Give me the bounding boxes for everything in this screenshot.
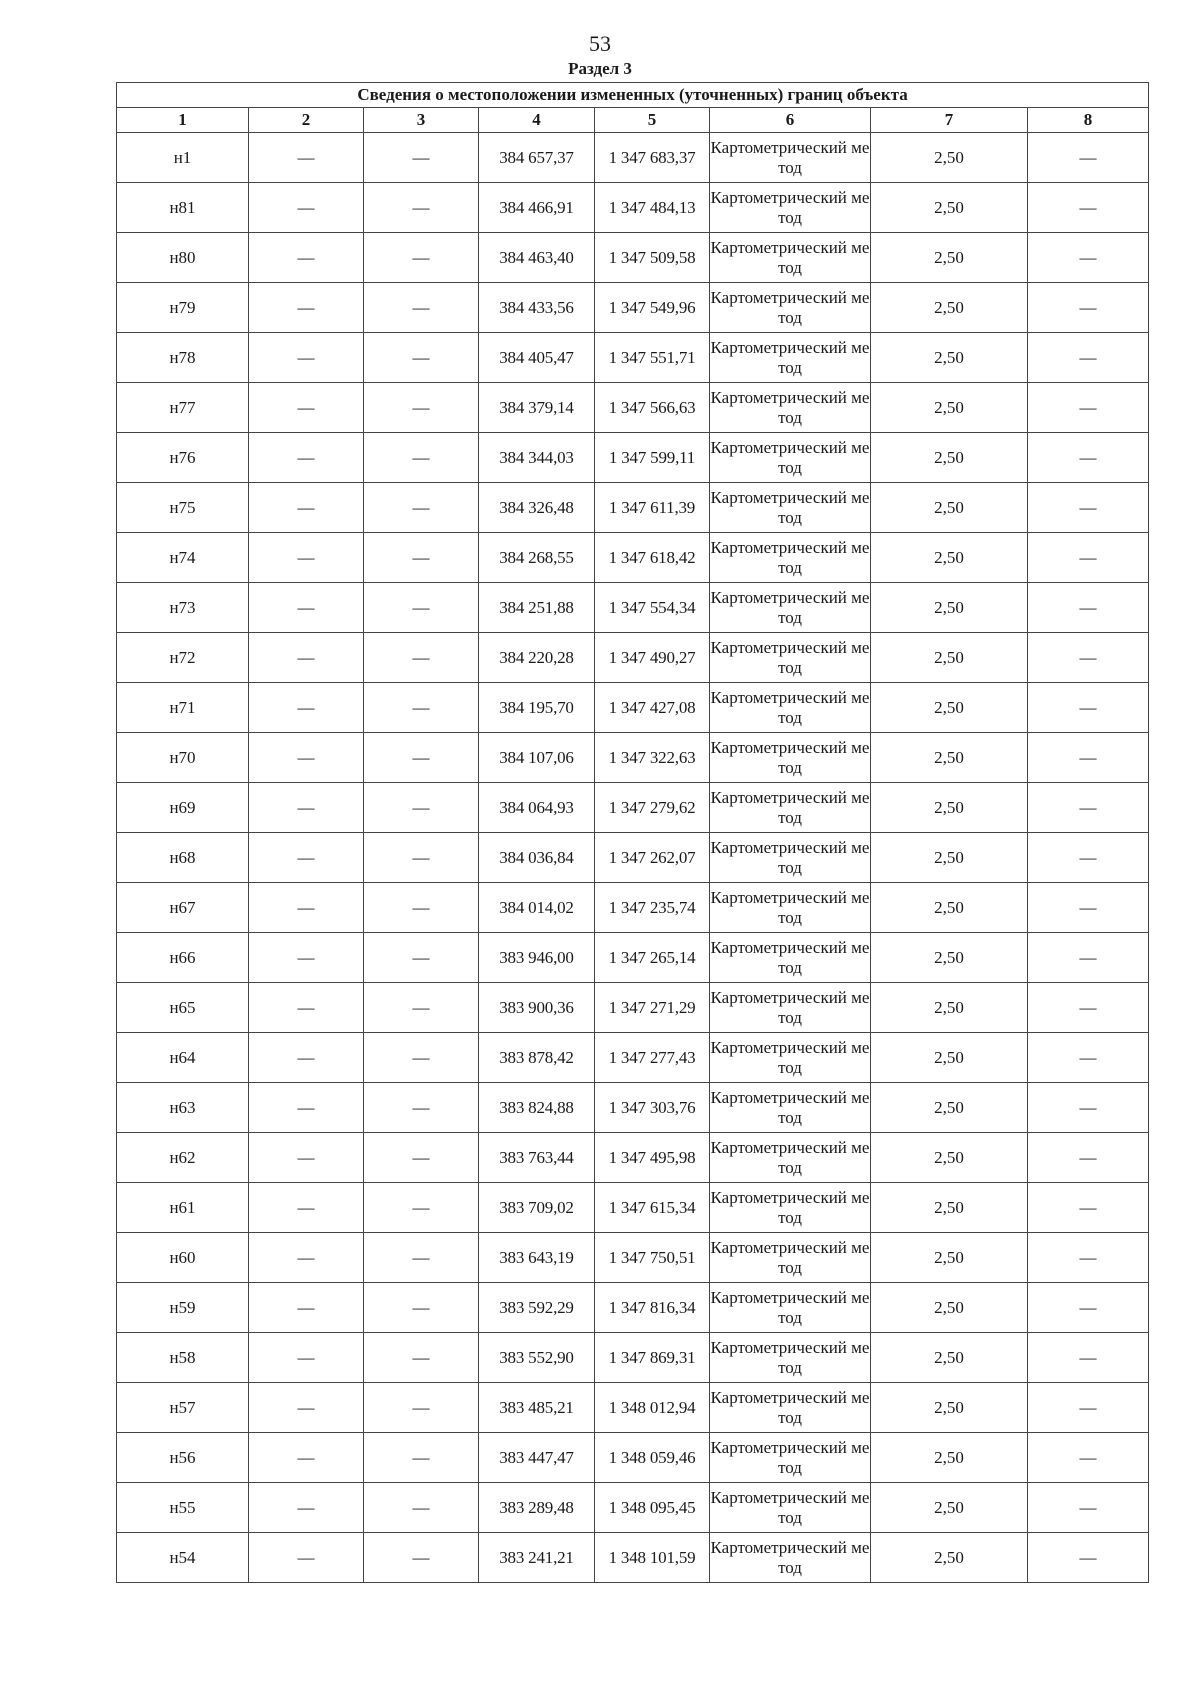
method-cell: Картометрический метод [710,133,871,183]
column-3-cell: — [364,833,479,883]
column-2-cell: — [249,1233,364,1283]
table-row [117,1083,1149,1133]
column-8-cell: — [1028,1333,1149,1383]
table-row [117,483,1149,533]
page-number: 53 [589,31,611,56]
accuracy-cell: 2,50 [871,133,1028,183]
accuracy-cell: 2,50 [871,433,1028,483]
x-coordinate-cell: 384 251,88 [479,583,595,633]
table-row [117,1183,1149,1233]
point-name-cell: н64 [117,1033,249,1083]
column-2-cell: — [249,1133,364,1183]
column-2-cell: — [249,133,364,183]
point-name-cell: н78 [117,333,249,383]
point-name-cell: н73 [117,583,249,633]
column-2-cell: — [249,483,364,533]
table-row [117,1433,1149,1483]
x-coordinate-cell: 383 709,02 [479,1183,595,1233]
x-coordinate-cell: 383 241,21 [479,1533,595,1583]
column-8-cell: — [1028,383,1149,433]
x-coordinate-cell: 383 552,90 [479,1333,595,1383]
x-coordinate-cell: 383 878,42 [479,1033,595,1083]
column-8-cell: — [1028,783,1149,833]
column-3-cell: — [364,333,479,383]
column-2-cell: — [249,1283,364,1333]
y-coordinate-cell: 1 347 869,31 [595,1333,710,1383]
column-2-cell: — [249,1483,364,1533]
y-coordinate-cell: 1 347 599,11 [595,433,710,483]
x-coordinate-cell: 384 463,40 [479,233,595,283]
accuracy-cell: 2,50 [871,933,1028,983]
x-coordinate-cell: 384 064,93 [479,783,595,833]
x-coordinate-cell: 384 466,91 [479,183,595,233]
x-coordinate-cell: 383 643,19 [479,1233,595,1283]
table-row [117,533,1149,583]
column-8-cell: — [1028,433,1149,483]
column-8-cell: — [1028,983,1149,1033]
method-cell: Картометрический метод [710,583,871,633]
section-title: Раздел 3 [568,59,632,78]
y-coordinate-cell: 1 347 549,96 [595,283,710,333]
method-cell: Картометрический метод [710,1033,871,1083]
accuracy-cell: 2,50 [871,1433,1028,1483]
method-cell: Картометрический метод [710,933,871,983]
column-3-cell: — [364,483,479,533]
column-number-row [117,108,1149,133]
coordinates-table [116,82,1149,1583]
method-cell: Картометрический метод [710,1533,871,1583]
method-cell: Картометрический метод [710,1433,871,1483]
x-coordinate-cell: 384 433,56 [479,283,595,333]
accuracy-cell: 2,50 [871,1033,1028,1083]
x-coordinate-cell: 384 014,02 [479,883,595,933]
table-row [117,183,1149,233]
method-cell: Картометрический метод [710,1383,871,1433]
point-name-cell: н61 [117,1183,249,1233]
table-row [117,783,1149,833]
column-3-cell: — [364,683,479,733]
x-coordinate-cell: 384 657,37 [479,133,595,183]
column-2-cell: — [249,1033,364,1083]
column-number-1: 1 [117,108,249,133]
column-8-cell: — [1028,1383,1149,1433]
table-row [117,1283,1149,1333]
column-2-cell: — [249,1383,364,1433]
method-cell: Картометрический метод [710,633,871,683]
point-name-cell: н1 [117,133,249,183]
y-coordinate-cell: 1 347 427,08 [595,683,710,733]
column-3-cell: — [364,1533,479,1583]
accuracy-cell: 2,50 [871,1133,1028,1183]
accuracy-cell: 2,50 [871,1333,1028,1383]
column-3-cell: — [364,233,479,283]
accuracy-cell: 2,50 [871,483,1028,533]
accuracy-cell: 2,50 [871,583,1028,633]
y-coordinate-cell: 1 347 262,07 [595,833,710,883]
point-name-cell: н55 [117,1483,249,1533]
column-2-cell: — [249,1183,364,1233]
y-coordinate-cell: 1 347 816,34 [595,1283,710,1333]
y-coordinate-cell: 1 347 322,63 [595,733,710,783]
point-name-cell: н75 [117,483,249,533]
table-row [117,1033,1149,1083]
column-number-8: 8 [1028,108,1149,133]
column-8-cell: — [1028,533,1149,583]
y-coordinate-cell: 1 347 618,42 [595,533,710,583]
point-name-cell: н72 [117,633,249,683]
column-3-cell: — [364,933,479,983]
y-coordinate-cell: 1 347 566,63 [595,383,710,433]
column-8-cell: — [1028,233,1149,283]
column-2-cell: — [249,583,364,633]
accuracy-cell: 2,50 [871,1283,1028,1333]
accuracy-cell: 2,50 [871,733,1028,783]
point-name-cell: н79 [117,283,249,333]
x-coordinate-cell: 383 946,00 [479,933,595,983]
column-2-cell: — [249,933,364,983]
accuracy-cell: 2,50 [871,1233,1028,1283]
column-8-cell: — [1028,833,1149,883]
point-name-cell: н70 [117,733,249,783]
column-8-cell: — [1028,1283,1149,1333]
method-cell: Картометрический метод [710,833,871,883]
column-3-cell: — [364,1283,479,1333]
method-cell: Картометрический метод [710,483,871,533]
x-coordinate-cell: 383 447,47 [479,1433,595,1483]
method-cell: Картометрический метод [710,1333,871,1383]
column-2-cell: — [249,733,364,783]
point-name-cell: н74 [117,533,249,583]
method-cell: Картометрический метод [710,233,871,283]
table-row [117,883,1149,933]
y-coordinate-cell: 1 347 271,29 [595,983,710,1033]
column-3-cell: — [364,1183,479,1233]
table-row [117,333,1149,383]
method-cell: Картометрический метод [710,1483,871,1533]
accuracy-cell: 2,50 [871,783,1028,833]
method-cell: Картометрический метод [710,433,871,483]
accuracy-cell: 2,50 [871,183,1028,233]
y-coordinate-cell: 1 347 235,74 [595,883,710,933]
point-name-cell: н69 [117,783,249,833]
column-2-cell: — [249,1533,364,1583]
accuracy-cell: 2,50 [871,983,1028,1033]
x-coordinate-cell: 383 900,36 [479,983,595,1033]
method-cell: Картометрический метод [710,683,871,733]
method-cell: Картометрический метод [710,1233,871,1283]
point-name-cell: н57 [117,1383,249,1433]
y-coordinate-cell: 1 347 750,51 [595,1233,710,1283]
table-caption: Сведения о местоположении измененных (уточненных) границ объекта [117,83,1149,108]
point-name-cell: н59 [117,1283,249,1333]
y-coordinate-cell: 1 347 615,34 [595,1183,710,1233]
y-coordinate-cell: 1 347 611,39 [595,483,710,533]
column-2-cell: — [249,433,364,483]
column-3-cell: — [364,133,479,183]
y-coordinate-cell: 1 348 095,45 [595,1483,710,1533]
accuracy-cell: 2,50 [871,833,1028,883]
x-coordinate-cell: 383 824,88 [479,1083,595,1133]
column-3-cell: — [364,1483,479,1533]
method-cell: Картометрический метод [710,333,871,383]
column-3-cell: — [364,1083,479,1133]
column-3-cell: — [364,1383,479,1433]
column-number-6: 6 [710,108,871,133]
method-cell: Картометрический метод [710,533,871,583]
column-8-cell: — [1028,1133,1149,1183]
point-name-cell: н67 [117,883,249,933]
column-2-cell: — [249,183,364,233]
column-8-cell: — [1028,1233,1149,1283]
point-name-cell: н81 [117,183,249,233]
y-coordinate-cell: 1 347 484,13 [595,183,710,233]
y-coordinate-cell: 1 347 279,62 [595,783,710,833]
point-name-cell: н58 [117,1333,249,1383]
x-coordinate-cell: 384 220,28 [479,633,595,683]
table-row [117,383,1149,433]
column-3-cell: — [364,733,479,783]
x-coordinate-cell: 384 195,70 [479,683,595,733]
column-8-cell: — [1028,483,1149,533]
x-coordinate-cell: 384 107,06 [479,733,595,783]
y-coordinate-cell: 1 348 059,46 [595,1433,710,1483]
column-8-cell: — [1028,1483,1149,1533]
method-cell: Картометрический метод [710,983,871,1033]
column-8-cell: — [1028,283,1149,333]
point-name-cell: н66 [117,933,249,983]
column-8-cell: — [1028,183,1149,233]
y-coordinate-cell: 1 347 303,76 [595,1083,710,1133]
column-8-cell: — [1028,583,1149,633]
point-name-cell: н80 [117,233,249,283]
accuracy-cell: 2,50 [871,333,1028,383]
point-name-cell: н56 [117,1433,249,1483]
column-8-cell: — [1028,1533,1149,1583]
column-3-cell: — [364,383,479,433]
column-3-cell: — [364,1033,479,1083]
column-8-cell: — [1028,1433,1149,1483]
table-row [117,683,1149,733]
accuracy-cell: 2,50 [871,233,1028,283]
method-cell: Картометрический метод [710,183,871,233]
accuracy-cell: 2,50 [871,533,1028,583]
accuracy-cell: 2,50 [871,1083,1028,1133]
point-name-cell: н62 [117,1133,249,1183]
column-number-3: 3 [364,108,479,133]
accuracy-cell: 2,50 [871,1383,1028,1433]
table-row [117,1383,1149,1433]
column-2-cell: — [249,883,364,933]
x-coordinate-cell: 383 592,29 [479,1283,595,1333]
column-number-5: 5 [595,108,710,133]
column-3-cell: — [364,883,479,933]
table-row [117,1333,1149,1383]
point-name-cell: н71 [117,683,249,733]
column-2-cell: — [249,283,364,333]
column-2-cell: — [249,1333,364,1383]
column-2-cell: — [249,1433,364,1483]
y-coordinate-cell: 1 347 683,37 [595,133,710,183]
table-row [117,233,1149,283]
point-name-cell: н60 [117,1233,249,1283]
column-number-4: 4 [479,108,595,133]
x-coordinate-cell: 384 326,48 [479,483,595,533]
column-8-cell: — [1028,733,1149,783]
table-row [117,1483,1149,1533]
method-cell: Картометрический метод [710,1083,871,1133]
table-body [117,133,1149,1583]
table-row [117,933,1149,983]
x-coordinate-cell: 383 289,48 [479,1483,595,1533]
column-number-2: 2 [249,108,364,133]
point-name-cell: н68 [117,833,249,883]
column-number-7: 7 [871,108,1028,133]
table-row [117,1533,1149,1583]
x-coordinate-cell: 384 036,84 [479,833,595,883]
point-name-cell: н65 [117,983,249,1033]
column-8-cell: — [1028,883,1149,933]
accuracy-cell: 2,50 [871,633,1028,683]
table-row [117,833,1149,883]
column-3-cell: — [364,783,479,833]
x-coordinate-cell: 384 268,55 [479,533,595,583]
point-name-cell: н54 [117,1533,249,1583]
column-2-cell: — [249,833,364,883]
column-3-cell: — [364,533,479,583]
column-3-cell: — [364,1333,479,1383]
table-row [117,633,1149,683]
x-coordinate-cell: 383 763,44 [479,1133,595,1183]
accuracy-cell: 2,50 [871,283,1028,333]
column-8-cell: — [1028,633,1149,683]
y-coordinate-cell: 1 348 012,94 [595,1383,710,1433]
column-2-cell: — [249,233,364,283]
column-3-cell: — [364,283,479,333]
column-3-cell: — [364,183,479,233]
y-coordinate-cell: 1 347 265,14 [595,933,710,983]
column-2-cell: — [249,333,364,383]
y-coordinate-cell: 1 347 490,27 [595,633,710,683]
column-8-cell: — [1028,1083,1149,1133]
table-row [117,1233,1149,1283]
method-cell: Картометрический метод [710,783,871,833]
accuracy-cell: 2,50 [871,1533,1028,1583]
accuracy-cell: 2,50 [871,883,1028,933]
column-8-cell: — [1028,1033,1149,1083]
table-row [117,283,1149,333]
column-2-cell: — [249,1083,364,1133]
method-cell: Картометрический метод [710,383,871,433]
x-coordinate-cell: 384 344,03 [479,433,595,483]
column-2-cell: — [249,783,364,833]
column-8-cell: — [1028,333,1149,383]
table-row [117,1133,1149,1183]
y-coordinate-cell: 1 347 495,98 [595,1133,710,1183]
column-3-cell: — [364,1133,479,1183]
point-name-cell: н77 [117,383,249,433]
table-row [117,733,1149,783]
accuracy-cell: 2,50 [871,1183,1028,1233]
column-3-cell: — [364,1233,479,1283]
column-2-cell: — [249,633,364,683]
table-row [117,133,1149,183]
column-3-cell: — [364,433,479,483]
table-row [117,583,1149,633]
accuracy-cell: 2,50 [871,683,1028,733]
column-2-cell: — [249,983,364,1033]
y-coordinate-cell: 1 347 509,58 [595,233,710,283]
method-cell: Картометрический метод [710,1283,871,1333]
column-8-cell: — [1028,683,1149,733]
method-cell: Картометрический метод [710,883,871,933]
column-2-cell: — [249,683,364,733]
method-cell: Картометрический метод [710,283,871,333]
point-name-cell: н76 [117,433,249,483]
column-2-cell: — [249,533,364,583]
column-3-cell: — [364,1433,479,1483]
column-8-cell: — [1028,133,1149,183]
y-coordinate-cell: 1 347 277,43 [595,1033,710,1083]
column-8-cell: — [1028,933,1149,983]
accuracy-cell: 2,50 [871,1483,1028,1533]
column-3-cell: — [364,633,479,683]
x-coordinate-cell: 384 379,14 [479,383,595,433]
accuracy-cell: 2,50 [871,383,1028,433]
point-name-cell: н63 [117,1083,249,1133]
x-coordinate-cell: 384 405,47 [479,333,595,383]
column-3-cell: — [364,583,479,633]
table-row [117,433,1149,483]
y-coordinate-cell: 1 347 551,71 [595,333,710,383]
x-coordinate-cell: 383 485,21 [479,1383,595,1433]
column-8-cell: — [1028,1183,1149,1233]
column-2-cell: — [249,383,364,433]
method-cell: Картометрический метод [710,733,871,783]
y-coordinate-cell: 1 348 101,59 [595,1533,710,1583]
y-coordinate-cell: 1 347 554,34 [595,583,710,633]
column-3-cell: — [364,983,479,1033]
method-cell: Картометрический метод [710,1183,871,1233]
method-cell: Картометрический метод [710,1133,871,1183]
table-row [117,983,1149,1033]
